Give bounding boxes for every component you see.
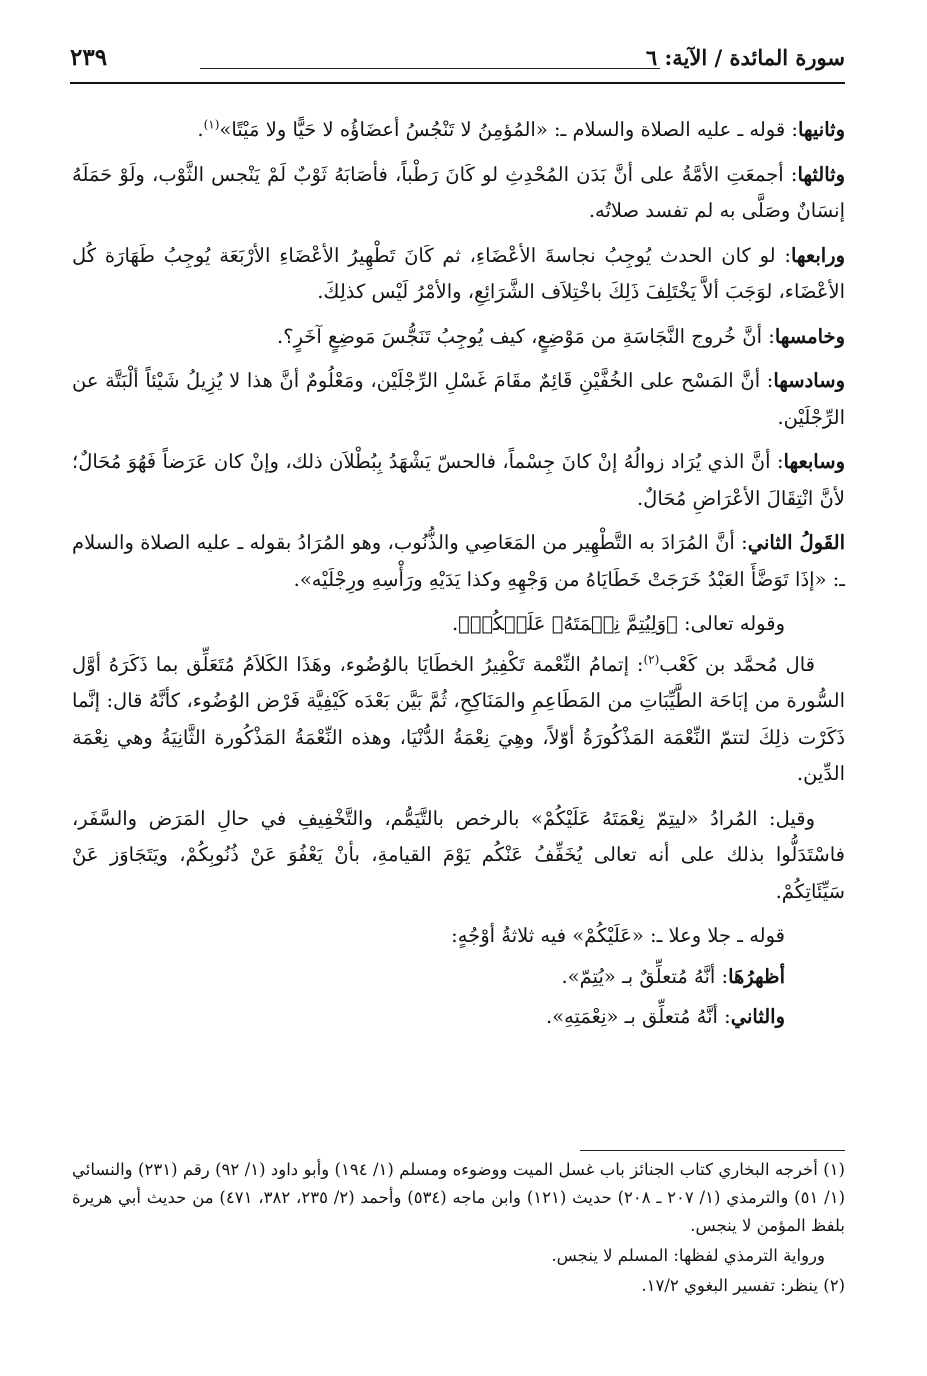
footnote-marker[interactable]: (٢) [643, 652, 660, 666]
header-divider [70, 82, 845, 84]
paragraph-lead: وخامسها [774, 324, 845, 348]
paragraph-third [72, 157, 845, 230]
paragraph-alaykum [72, 918, 845, 955]
paragraph-second-aspect [72, 999, 845, 1036]
paragraph-tail: . [197, 118, 204, 141]
paragraph-text: : أنَّهُ مُتعلِّق بـ «نِعْمَتِهِ». [545, 1005, 731, 1028]
paragraph-text: : أنَّهُ مُتعلِّقٌ بـ «يُتِمّ». [561, 964, 729, 988]
page-header [70, 38, 845, 82]
paragraph-quran-verse [72, 606, 845, 643]
paragraph-text: : أنَّ المُرَادَ به التَّطْهِير من المَعَاصِي والذُّنُوب، وهو المُرَادُ بقوله ـ عليه الصلاة والسلام ـ: «إذَا تَوَضَّأَ العَبْدُ خَرَجَتْ خَطَايَاهُ من وَجْهِهِ وكذا يَدَيْهِ ورَأْسِهِ ورِجْلَيْه». [72, 531, 845, 591]
paragraph-first-aspect [72, 959, 845, 996]
paragraph-another-opinion [72, 801, 845, 911]
paragraph-lead: والثاني [730, 1005, 785, 1028]
footnote-marker[interactable]: (١) [203, 117, 220, 132]
paragraph-muhammad-ibn-kab [72, 647, 845, 793]
paragraph-text: قال مُحمَّد بن كَعْب [659, 652, 815, 676]
paragraph-lead: وثالثها [797, 162, 845, 186]
paragraph-lead: ورابعها [790, 243, 845, 267]
footnotes [72, 1156, 845, 1302]
main-text [72, 112, 845, 1040]
paragraph-second-opinion [72, 525, 845, 598]
footnote-2: (٢) ينظر: تفسير البغوي ١٧/٢. [641, 1276, 845, 1295]
paragraph-lead: أظهرُهَا [728, 964, 785, 988]
paragraph-text: : لو كان الحدث يُوجِبُ نجاسةَ الأعْضَاءِ، ثم كَانَ تَطْهِيرُ الأعْضَاءِ الأرْبَعَة يُوجِبُ طَهَارَة كُل الأعْضَاء، لوَجَبَ ألاَّ يَخْتَلِفَ ذَلِكَ باخْتِلاَف الشَّرَائِعِ، والأمْرُ لَيْس كذلِكَ. [72, 243, 845, 303]
header-rule [200, 68, 660, 69]
paragraph-text: قوله ـ جلا وعلا ـ: «عَلَيْكُمْ» فيه ثلاثةُ أوْجُهٍ: [451, 924, 785, 947]
footnote-separator [580, 1150, 845, 1151]
paragraph-lead: القَولُ الثاني [747, 531, 845, 554]
surah-verse-label: سورة المائدة / الآية: ٦ [645, 45, 845, 70]
paragraph-sixth [72, 363, 845, 436]
paragraph-text: : أنَّ المَسْح على الخُفَّيْنِ قَائِمٌ مقَامَ غَسْلِ الرِّجْلَيْن، ومَعْلُومٌ أنَّ هذا لا يُزِيلُ شَيْئاً ألْبَتَّة عن الرِّجْلَيْن. [72, 369, 845, 429]
paragraph-text: وقيل: المُرادُ «ليتِمّ نِعْمَتَهُ عَلَيْكُمْ» بالرخص بالتَّيَمُّم، والتَّخْفِيفِ في حالِ المَرَض والسَّفَر، فاسْتَدَلُّوا بذلك على أنه تعالى يُخَفِّفُ عَنْكُم يَوْمَ القيامةِ، بأنْ يَعْفُوَ عَنْ ذُنُوبِكُمْ، ويَتَجَاوَز عَنْ سَيِّئَاتِكُمْ. [72, 806, 845, 903]
paragraph-fourth [72, 238, 845, 311]
paragraph-lead: وثانيها [797, 118, 845, 141]
page-number: ٢٣٩ [70, 44, 108, 71]
paragraph-seventh [72, 444, 845, 517]
paragraph-text: : أجمعَتِ الأمَّةُ على أنَّ بَدَن المُحْدِثِ لو كَانَ رَطْباً، فأصَابَهُ ثَوْبٌ لَمْ يَنْجس الثَّوْب، ولَوْ حَمَلَهُ إنسَانٌ وصَلَّى به لم تفسد صلاتُه. [72, 162, 845, 222]
paragraph-tail: : إتمامُ النِّعْمة تَكْفِيرُ الخطَايَا بالوُضُوء، وهَذَا الكَلاَمُ مُتَعَلِّق بما ذَكَرَهُ أوَّل السُّورة من إبَاحَة الطَّيِّبَاتِ من المَطَاعِمِ والمَنَاكِحِ، ثُمَّ بَيَّن بَعْدَه كَيْفِيَّة فَرْض الوُضُوء، كأنَّهُ قال: إنَّما ذَكَرْت ذلِكَ لتتمّ النِّعْمَة المَذْكُورَةُ أوّلاً، وهِيَ نِعْمَةُ الدُّنْيَا، وهذه النِّعْمَةُ المَذْكُورة الثَّانِيَةُ وهي نِعْمَة الدِّين. [72, 652, 845, 785]
paragraph-fifth [72, 319, 845, 356]
paragraph-lead: وسادسها [773, 369, 845, 392]
paragraph-text: وقوله تعالى: ﴿وَلِيُتِمَّ نِعۡمَتَهُۥ عَلَيۡكُمۡ﴾. [451, 612, 785, 635]
paragraph-lead: وسابعها [783, 450, 845, 473]
paragraph-text: : قوله ـ عليه الصلاة والسلام ـ: «المُؤمِنُ لا تَنْجُسُ أعضَاؤُه لا حَيًّا ولا مَيْتًا» [219, 118, 798, 141]
paragraph-text: : أنَّ الذي يُرَاد زوالُهُ إنْ كانَ جِسْماً، فالحسّ يَشْهَدُ بِبُطْلاَن ذلك، وإنْ كان عَرَضاً فَهُوَ مُحَالٌ؛ لأنَّ انْتِقَالَ الأعْرَاضِ مُحَالٌ. [72, 450, 845, 510]
paragraph-second [72, 112, 845, 149]
paragraph-text: : أنَّ خُروج النَّجَاسَةِ من مَوْضِعٍ، كيف يُوجِبُ تَنَجُّسَ مَوضِعٍ آخَرٍ؟. [277, 324, 775, 348]
footnote-1: (١) أخرجه البخاري كتاب الجنائز باب غسل الميت ووضوءه ومسلم (١/ ١٩٤) وأبو داود (١/ ٩٢) رقم (٢٣١) والنسائي (١/ ٥١) والترمذي (١/ ٢٠٧ ـ ٢٠٨) حديث (١٢١) وابن ماجه (٥٣٤) وأحمد (٢/ ٢٣٥، ٣٨٢، ٤٧١) من حديث أبي هريرة بلفظ المؤمن لا ينجس. [72, 1160, 846, 1235]
footnote-1-continuation: ورواية الترمذي لفظها: المسلم لا ينجس. [551, 1246, 825, 1265]
